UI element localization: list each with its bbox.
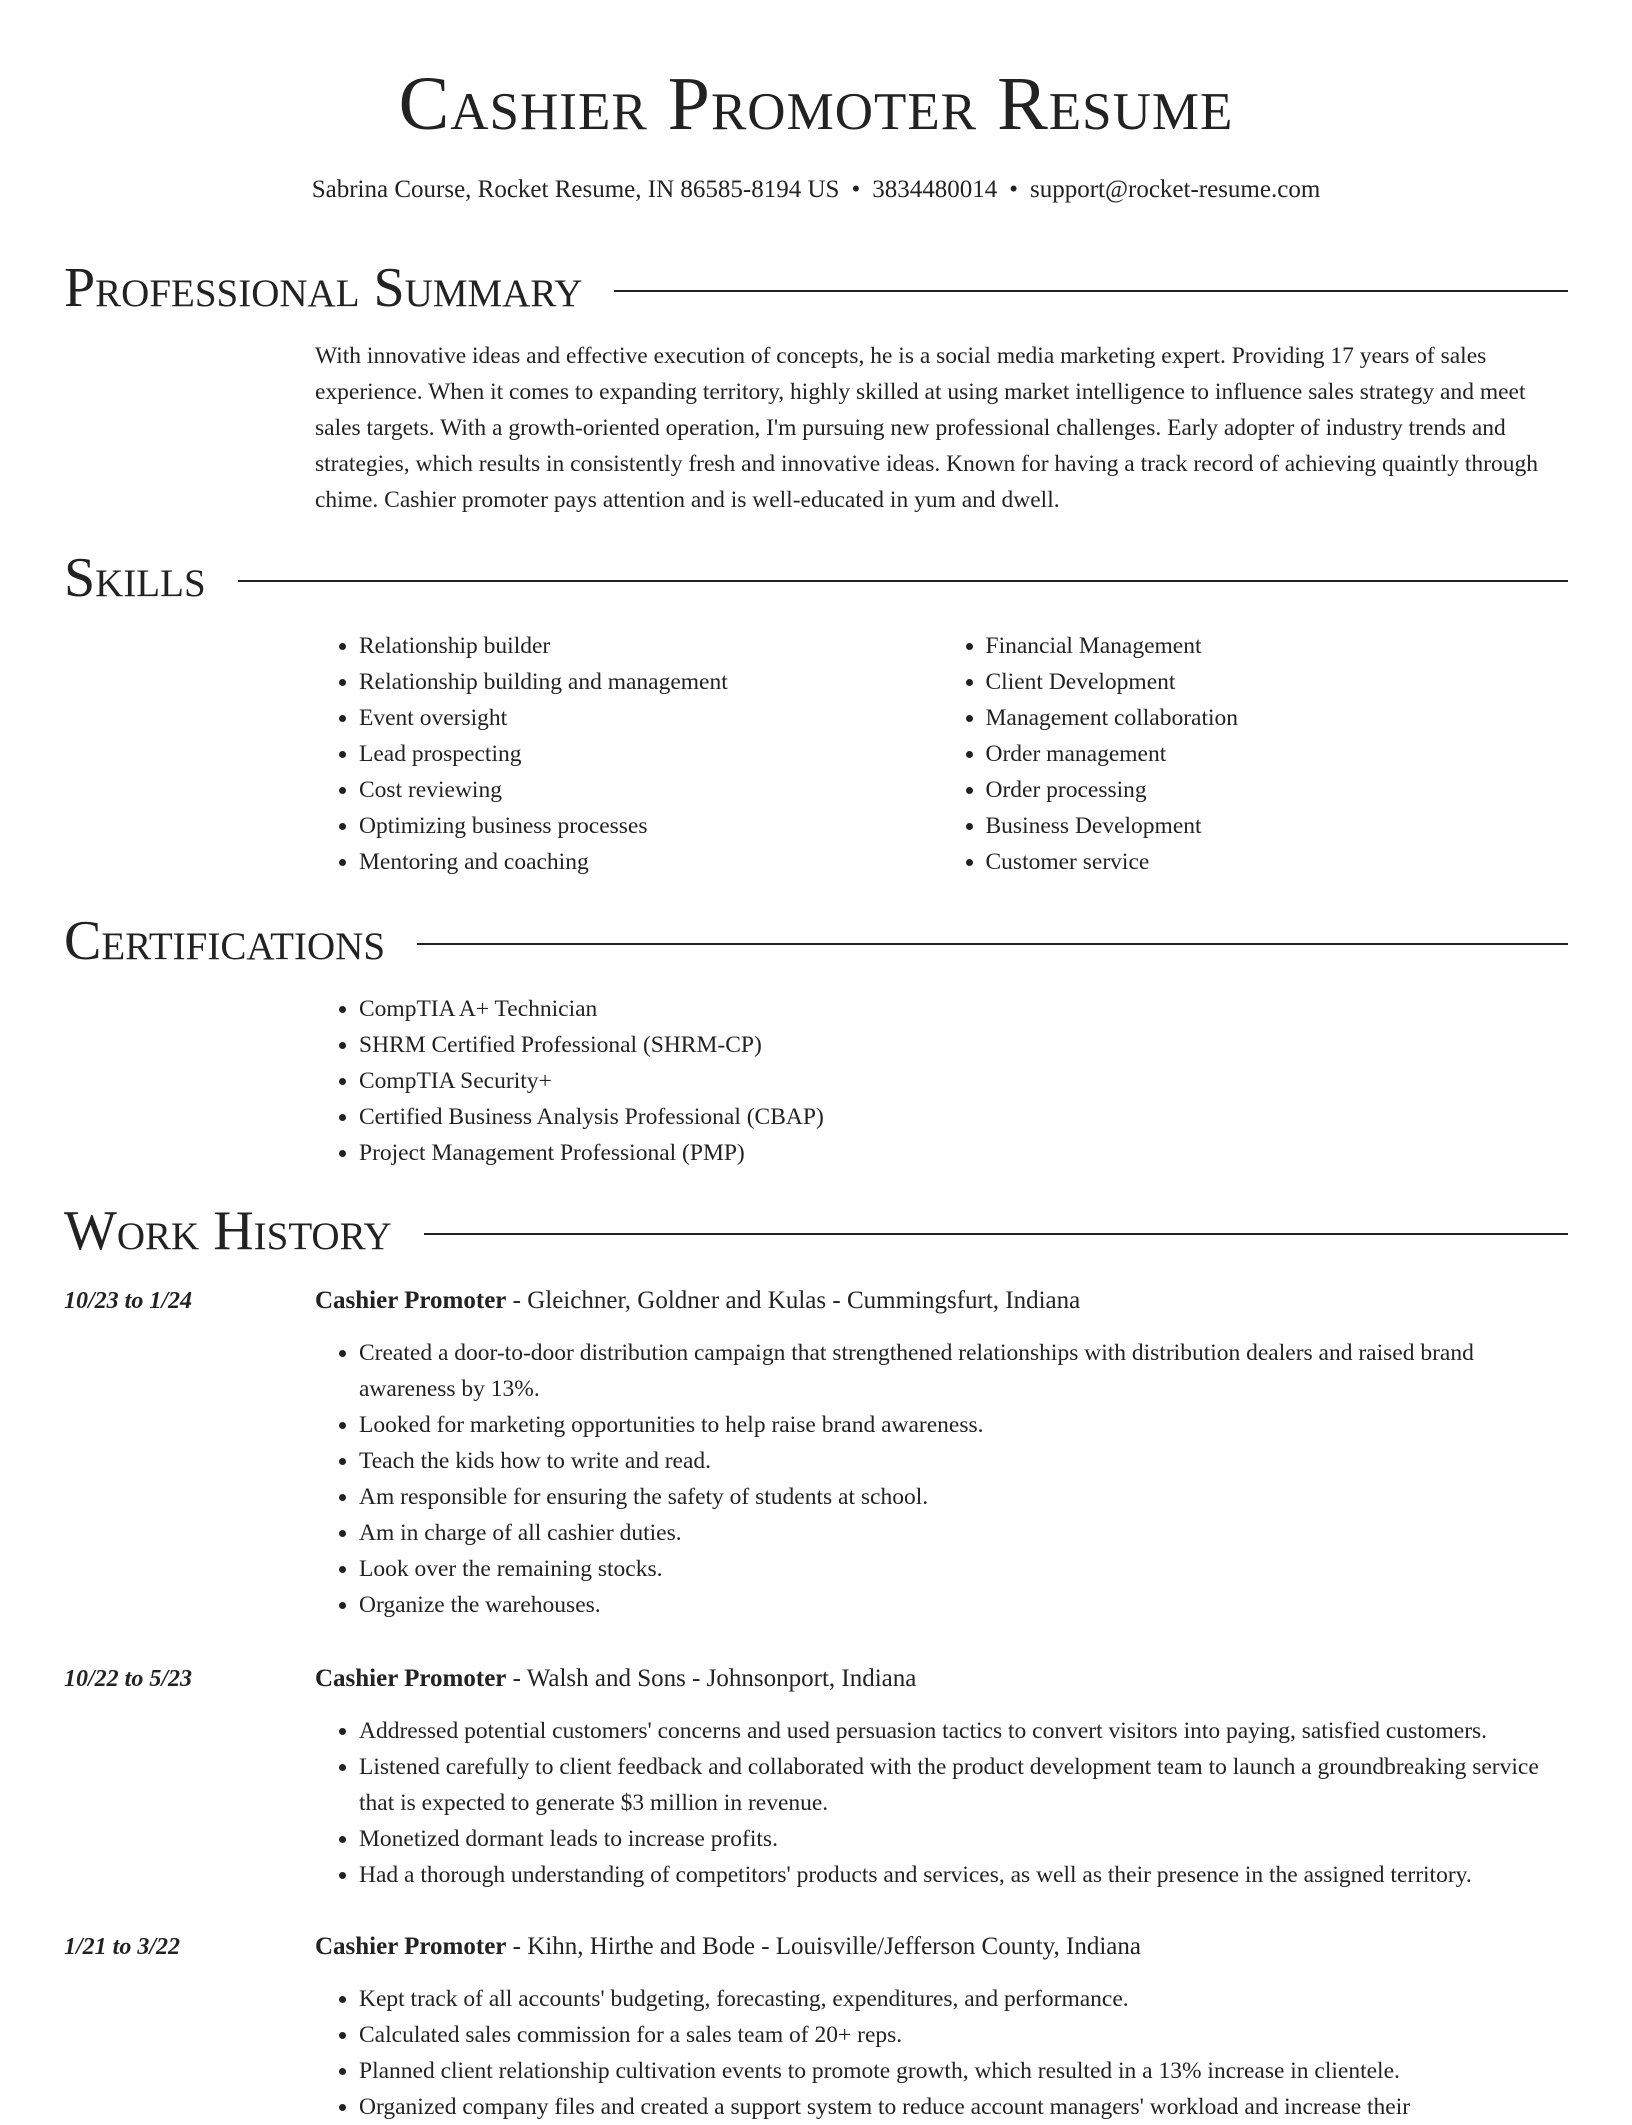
job-title: Cashier Promoter <box>315 1933 507 1960</box>
job-employer: - Kihn, Hirthe and Bode - Louisville/Jefferson County, Indiana <box>506 1933 1141 1960</box>
job-bullet: • Created a door-to-door distribution campaign that strengthened relationships with distribution dealers and raised brand awareness by 13%. <box>359 1335 1568 1407</box>
contact-email: support@rocket-resume.com <box>1029 176 1321 203</box>
job-bullet: • Had a thorough understanding of competitors' products and services, as well as their presence in the assigned territory. <box>359 1857 1568 1893</box>
job-bullet: • Addressed potential customers' concerns and used persuasion tactics to convert visitors into paying, satisfied customers. <box>359 1713 1568 1749</box>
certification-item: • Certified Business Analysis Professional (CBAP) <box>359 1099 1568 1135</box>
certifications-heading: Certifications <box>64 910 386 972</box>
job-heading <box>315 1283 1568 1319</box>
job-employer: - Gleichner, Goldner and Kulas - Cummingsfurt, Indiana <box>506 1287 1081 1314</box>
contact-line <box>64 172 1568 208</box>
contact-separator: • <box>1009 176 1018 203</box>
skill-item: • Cost reviewing <box>359 772 942 808</box>
job-bullet: • Calculated sales commission for a sales team of 20+ reps. <box>359 2017 1568 2053</box>
job-title: Cashier Promoter <box>315 1665 507 1692</box>
certification-item: • SHRM Certified Professional (SHRM-CP) <box>359 1027 1568 1063</box>
skills-left-column <box>315 628 942 880</box>
job-heading <box>315 1929 1568 1965</box>
job-bullet: • Am responsible for ensuring the safety of students at school. <box>359 1479 1568 1515</box>
skill-item: • Order management <box>986 736 1569 772</box>
skill-item: • Optimizing business processes <box>359 808 942 844</box>
skills-heading: Skills <box>64 547 206 609</box>
job-bullet: • Organize the warehouses. <box>359 1587 1568 1623</box>
summary-text: With innovative ideas and effective execution of concepts, he is a social media marketing expert. Providing 17 years of sales experience. When it comes to expanding territory, highly skilled at using market intelligence to influence sales strategy and meet sales targets. With a growth-oriented operation, I'm pursuing new professional challenges. Early adopter of industry trends and strategies, which results in consistently fresh and innovative ideas. Known for having a track record of achieving quaintly through chime. Cashier promoter pays attention and is well-educated in yum and dwell. <box>315 343 1538 513</box>
section-divider <box>238 580 1568 582</box>
section-divider <box>417 943 1568 945</box>
skill-item: • Financial Management <box>986 628 1569 664</box>
job-bullet: • Listened carefully to client feedback and collaborated with the product development team to launch a groundbreaking service that is expected to generate $3 million in revenue. <box>359 1749 1568 1821</box>
job-bullets <box>315 1981 1568 2125</box>
job-bullets <box>315 1713 1568 1893</box>
section-divider <box>424 1233 1568 1235</box>
contact-phone: 3834480014 <box>872 176 998 203</box>
skill-item: • Client Development <box>986 664 1569 700</box>
skill-item: • Relationship building and management <box>359 664 942 700</box>
certifications-section-header <box>64 907 1568 975</box>
skill-item: • Order processing <box>986 772 1569 808</box>
skills-list <box>315 628 1568 880</box>
skill-item: • Mentoring and coaching <box>359 844 942 880</box>
job-title: Cashier Promoter <box>315 1287 507 1314</box>
section-divider <box>614 290 1568 292</box>
skill-item: • Lead prospecting <box>359 736 942 772</box>
job-bullet: • Monetized dormant leads to increase profits. <box>359 1821 1568 1857</box>
certification-item: • CompTIA A+ Technician <box>359 991 1568 1027</box>
work-history-heading: Work History <box>64 1200 392 1262</box>
summary-content <box>315 338 1568 518</box>
job-dates: 1/21 to 3/22 <box>64 1934 181 1960</box>
job-bullet: • Teach the kids how to write and read. <box>359 1443 1568 1479</box>
job-bullet: • Look over the remaining stocks. <box>359 1551 1568 1587</box>
job-employer: - Walsh and Sons - Johnsonport, Indiana <box>506 1665 917 1692</box>
skill-item: • Customer service <box>986 844 1569 880</box>
skill-item: • Event oversight <box>359 700 942 736</box>
summary-heading: Professional Summary <box>64 257 583 319</box>
job-dates: 10/22 to 5/23 <box>64 1666 193 1692</box>
skill-item: • Business Development <box>986 808 1569 844</box>
job-bullet: • Organized company files and created a support system to reduce account managers' workload and increase their <box>359 2089 1568 2125</box>
skill-item: • Relationship builder <box>359 628 942 664</box>
certifications-list <box>315 991 1568 1171</box>
certification-item: • Project Management Professional (PMP) <box>359 1135 1568 1171</box>
work-history-section-header <box>64 1197 1568 1265</box>
job-bullets <box>315 1335 1568 1623</box>
job-bullet: • Planned client relationship cultivation events to promote growth, which resulted in a 13% increase in clientele. <box>359 2053 1568 2089</box>
skills-section-header <box>64 544 1568 612</box>
job-dates: 10/23 to 1/24 <box>64 1288 193 1314</box>
certification-item: • CompTIA Security+ <box>359 1063 1568 1099</box>
job-bullet: • Am in charge of all cashier duties. <box>359 1515 1568 1551</box>
job-heading <box>315 1661 1568 1697</box>
skill-item: • Management collaboration <box>986 700 1569 736</box>
resume-title: Cashier Promoter Resume <box>398 62 1234 146</box>
job-entry <box>315 1661 1568 1893</box>
skills-right-column <box>942 628 1569 880</box>
contact-address: Sabrina Course, Rocket Resume, IN 86585-8194 US <box>311 176 840 203</box>
job-entry <box>315 1929 1568 2125</box>
summary-section-header <box>64 254 1568 322</box>
job-entry <box>315 1283 1568 1623</box>
job-bullet: • Looked for marketing opportunities to help raise brand awareness. <box>359 1407 1568 1443</box>
contact-separator: • <box>851 176 861 203</box>
job-bullet: • Kept track of all accounts' budgeting, forecasting, expenditures, and performance. <box>359 1981 1568 2017</box>
